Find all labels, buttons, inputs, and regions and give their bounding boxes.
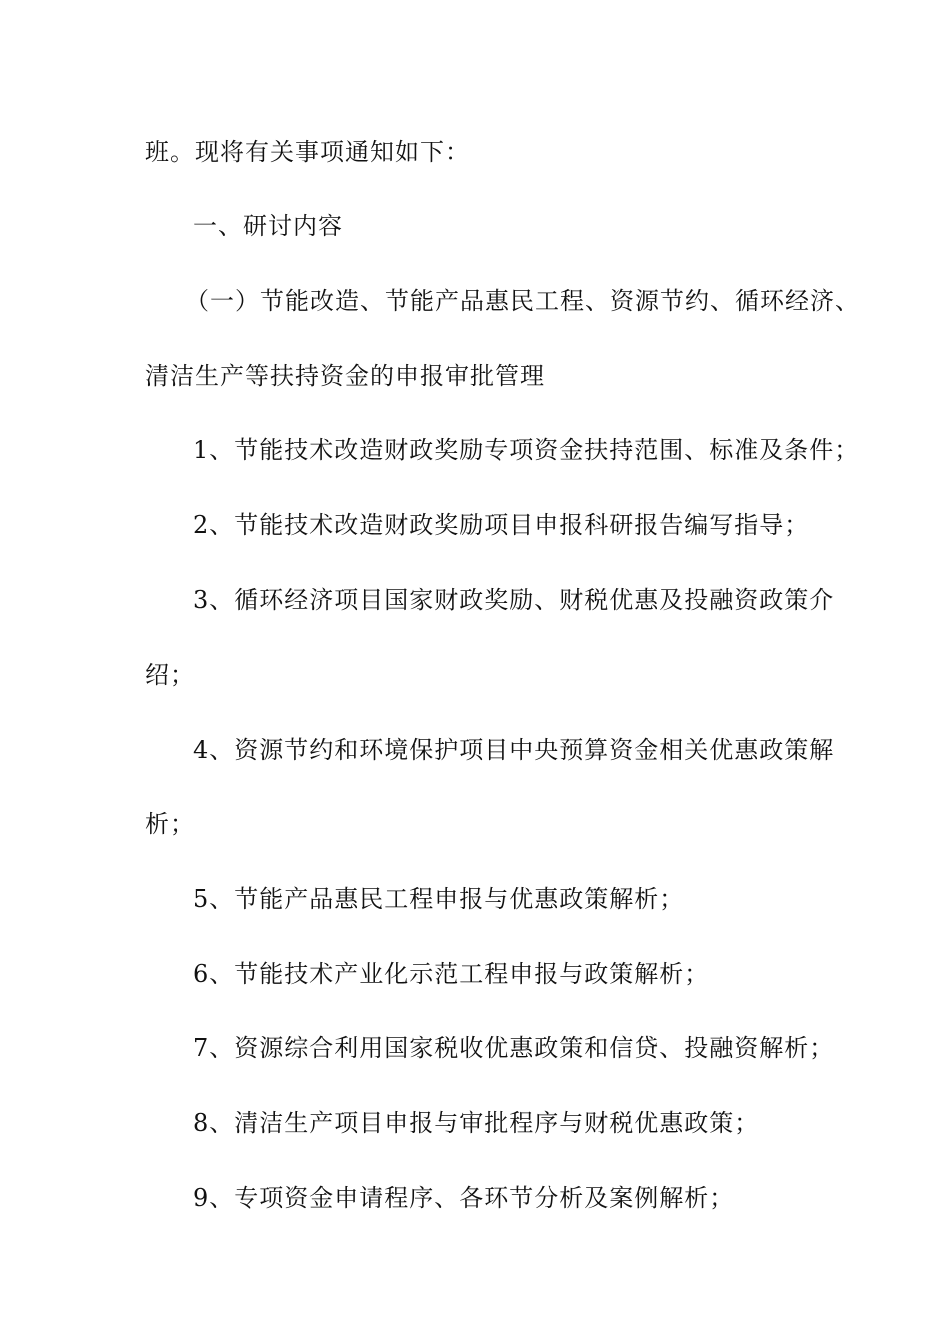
list-item-4: 4、资源节约和环境保护项目中央预算资金相关优惠政策解 [193, 736, 835, 764]
list-item-6: 6、节能技术产业化示范工程申报与政策解析； [193, 960, 710, 988]
list-item-1: 1、节能技术改造财政奖励专项资金扶持范围、标准及条件； [193, 436, 860, 464]
list-item-7: 7、资源综合利用国家税收优惠政策和信贷、投融资解析； [193, 1034, 835, 1062]
list-item-5: 5、节能产品惠民工程申报与优惠政策解析； [193, 885, 685, 913]
list-item-3: 3、循环经济项目国家财政奖励、财税优惠及投融资政策介 [193, 586, 835, 614]
subsection-heading-continued: 清洁生产等扶持资金的申报审批管理 [145, 362, 545, 390]
subsection-heading: （一）节能改造、节能产品惠民工程、资源节约、循环经济、 [185, 287, 860, 315]
list-item-4-continued: 析； [145, 810, 195, 838]
section-heading: 一、研讨内容 [193, 212, 343, 240]
list-item-3-continued: 绍； [145, 661, 195, 689]
list-item-9: 9、专项资金申请程序、各环节分析及案例解析； [193, 1184, 735, 1212]
list-item-2: 2、节能技术改造财政奖励项目申报科研报告编写指导； [193, 511, 810, 539]
text-line-intro: 班。现将有关事项通知如下： [145, 138, 470, 166]
list-item-8: 8、清洁生产项目申报与审批程序与财税优惠政策； [193, 1109, 760, 1137]
